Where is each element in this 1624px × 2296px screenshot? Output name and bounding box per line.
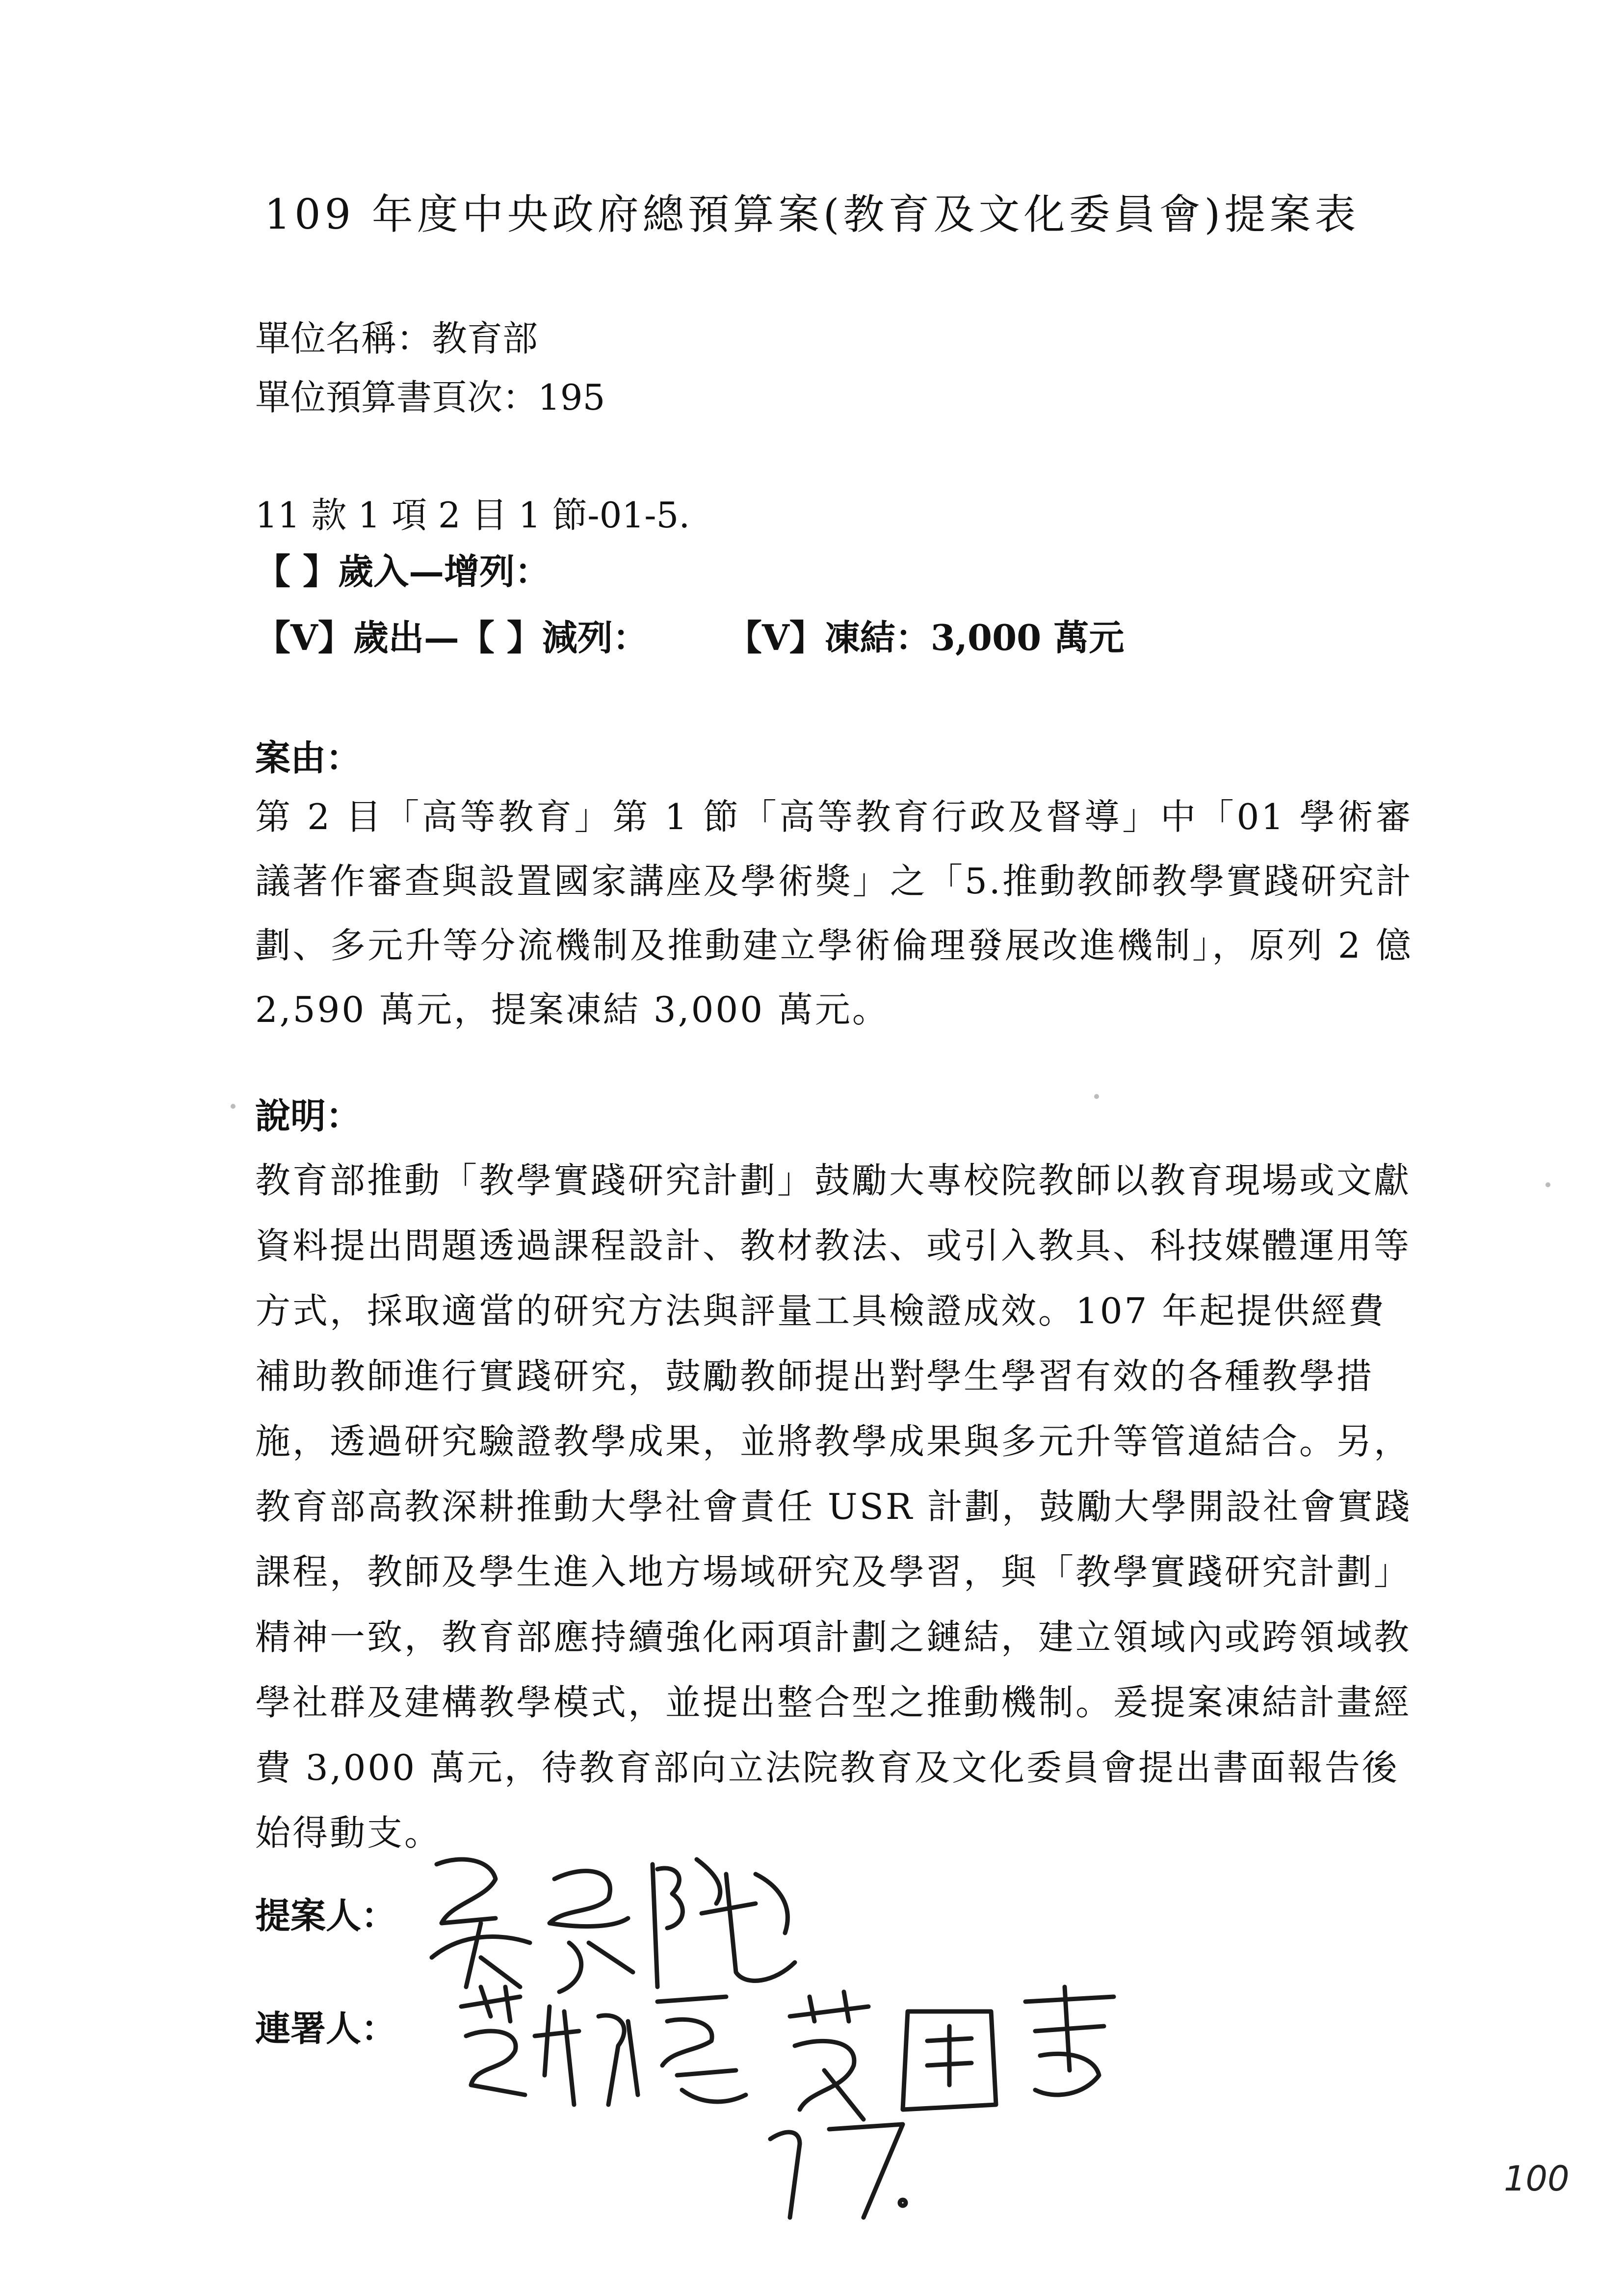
freeze-line: 【V】凍結：3,000 萬元 (726, 617, 1125, 658)
expenditure-row (255, 613, 1124, 662)
cosigner-signature-2 (780, 1982, 1124, 2129)
budget-page: 單位預算書頁次：195 (255, 377, 605, 418)
scan-speck (1545, 1182, 1550, 1187)
reason-text: 第 2 目「高等教育」第 1 節「高等教育行政及督導」中「01 學術審議著作審查與設置國家講座及學術獎」之「5.推動教師教學實踐研究計劃、多元升等分流機制及推動建立學術倫理發展改進機制」，原列 2 億 2,590 萬元，提案凍結 3,000 萬元。 (255, 796, 1413, 1030)
revenue-line: 【 】歲入—增列： (255, 550, 550, 592)
unit-name: 單位名稱：教育部 (255, 318, 538, 359)
scan-speck (231, 1104, 236, 1109)
explanation-text: 教育部推動「教學實踐研究計劃」鼓勵大專校院教師以教育現場或文獻資料提出問題透過課程設計、教材教法、或引入教具、科技媒體運用等方式，採取適當的研究方法與評量工具檢證成效。107 年起提供經費補助教師進行實踐研究，鼓勵教師提出對學生學習有效的各種教學措施，透過研究驗證教學成果，並將教學成果與多元升等管道結合。另，教育部高教深耕推動大學社會責任 USR 計劃，鼓勵大學開設社會實踐課程，教師及學生進入地方場域研究及學習，與「教學實踐研究計劃」精神一致，教育部應持續強化兩項計劃之鏈結，建立領域內或跨領域教學社群及建構教學模式，並提出整合型之推動機制。爰提案凍結計畫經費 3,000 萬元，待教育部向立法院教育及文化委員會提出書面報告後始得動支。 (255, 1160, 1412, 1853)
document-title: 109 年度中央政府總預算案(教育及文化委員會)提案表 (264, 190, 1360, 238)
cosigner-signature-1 (451, 1977, 756, 2124)
cosigner-signature-3 (756, 2110, 932, 2227)
scan-speck (1094, 1094, 1099, 1099)
reason-heading: 案由： (255, 737, 362, 779)
page-number: 100 (1504, 2159, 1570, 2199)
expenditure-line: 【V】歲出—【 】減列： (255, 617, 648, 658)
proposer-label: 提案人： (255, 1895, 397, 1936)
cosigner-label: 連署人： (255, 2008, 397, 2049)
item-code: 11 款 1 項 2 目 1 節-01-5. (255, 495, 690, 536)
explanation-heading: 說明： (255, 1095, 362, 1137)
